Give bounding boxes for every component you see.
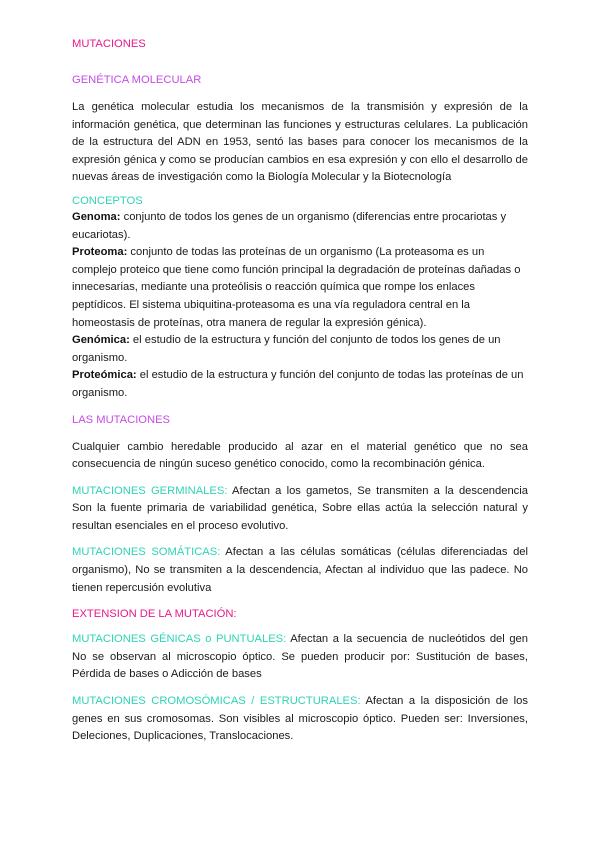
paragraph-somaticas <box>72 544 528 597</box>
definition-proteomica: el estudio de la estructura y función del conjunto de todas las proteínas de un organismo. <box>72 369 524 399</box>
term-genomica: Genómica: <box>72 334 130 347</box>
concept-proteoma <box>72 244 528 332</box>
paragraph-las-mutaciones: Cualquier cambio heredable producido al azar en el material genético que no sea consecuencia de ningún suceso genético conocido, como la recombinación génica. <box>72 440 528 471</box>
text-genicas: Afectan a la secuencia de nucleótidos del gen No se observan al microscopio óptico. Se pueden producir por: Sustitución de bases, Pérdida de bases o Adicción de bases <box>72 633 528 681</box>
paragraph-genetica-molecular: La genética molecular estudia los mecanismos de la transmisión y expresión de la información genética, que determinan las funciones y estructuras celulares. La publicación de la estructura del ADN en 1953, sentó las bases para conocer los mecanismos de la expresión génica y como se producían cambios en esa expresión y con ello el desarrollo de nuevas áreas de investigación como la Biología Molecular y la Biotecnología <box>72 101 528 184</box>
heading-conceptos: CONCEPTOS <box>72 194 143 207</box>
term-proteomica: Proteómica: <box>72 369 137 382</box>
concept-proteomica <box>72 367 528 402</box>
definition-proteoma: conjunto de todas las proteínas de un organismo (La proteasoma es un complejo proteico que tiene como función principal la degradación de proteínas dañadas o innecesarias, mediante una proteólisis o reacción química que rompe los enlaces peptídicos. El sistema ubiquitina-proteasoma es una vía reguladora central en la homeostasis de proteínas, otra manera de regular la expresión génica). <box>72 246 521 329</box>
text-germinales: Afectan a los gametos, Se transmiten a la descendencia Son la fuente primaria de variabilidad genética, Sobre ellas actúa la selección natural y resultan esenciales en el proceso evolutivo. <box>72 484 528 532</box>
label-genicas: MUTACIONES GÉNICAS o PUNTUALES: <box>72 633 287 646</box>
heading-genetica-molecular: GENÉTICA MOLECULAR <box>72 74 202 86</box>
label-somaticas: MUTACIONES SOMÁTICAS: <box>72 546 221 559</box>
concept-genoma <box>72 209 528 244</box>
doc-title: MUTACIONES <box>72 38 146 50</box>
term-genoma: Genoma: <box>72 210 121 223</box>
paragraph-genicas <box>72 631 528 684</box>
text-cromosomicas: Afectan a la disposición de los genes en sus cromosomas. Son visibles al microscopio óptico. Pueden ser: Inversiones, Deleciones, Duplicaciones, Translocaciones. <box>72 695 528 743</box>
paragraph-cromosomicas <box>72 693 528 746</box>
definition-genomica: el estudio de la estructura y función del conjunto de todos los genes de un organismo. <box>72 334 501 364</box>
text-somaticas: Afectan a las células somáticas (células diferenciadas del organismo), No se transmiten a la descendencia, Afectan al individuo que las padece. No tienen repercusión evolutiva <box>72 546 528 594</box>
paragraph-germinales <box>72 483 528 536</box>
label-cromosomicas: MUTACIONES CROMOSÓMICAS / ESTRUCTURALES: <box>72 695 361 708</box>
heading-las-mutaciones: LAS MUTACIONES <box>72 413 171 426</box>
definition-genoma: conjunto de todos los genes de un organismo (diferencias entre procariotas y eucariotas). <box>72 210 507 241</box>
concept-genomica <box>72 332 528 367</box>
label-germinales: MUTACIONES GERMINALES: <box>72 484 228 497</box>
term-proteoma: Proteoma: <box>72 246 128 259</box>
heading-extension: EXTENSION DE LA MUTACIÓN: <box>72 608 237 621</box>
